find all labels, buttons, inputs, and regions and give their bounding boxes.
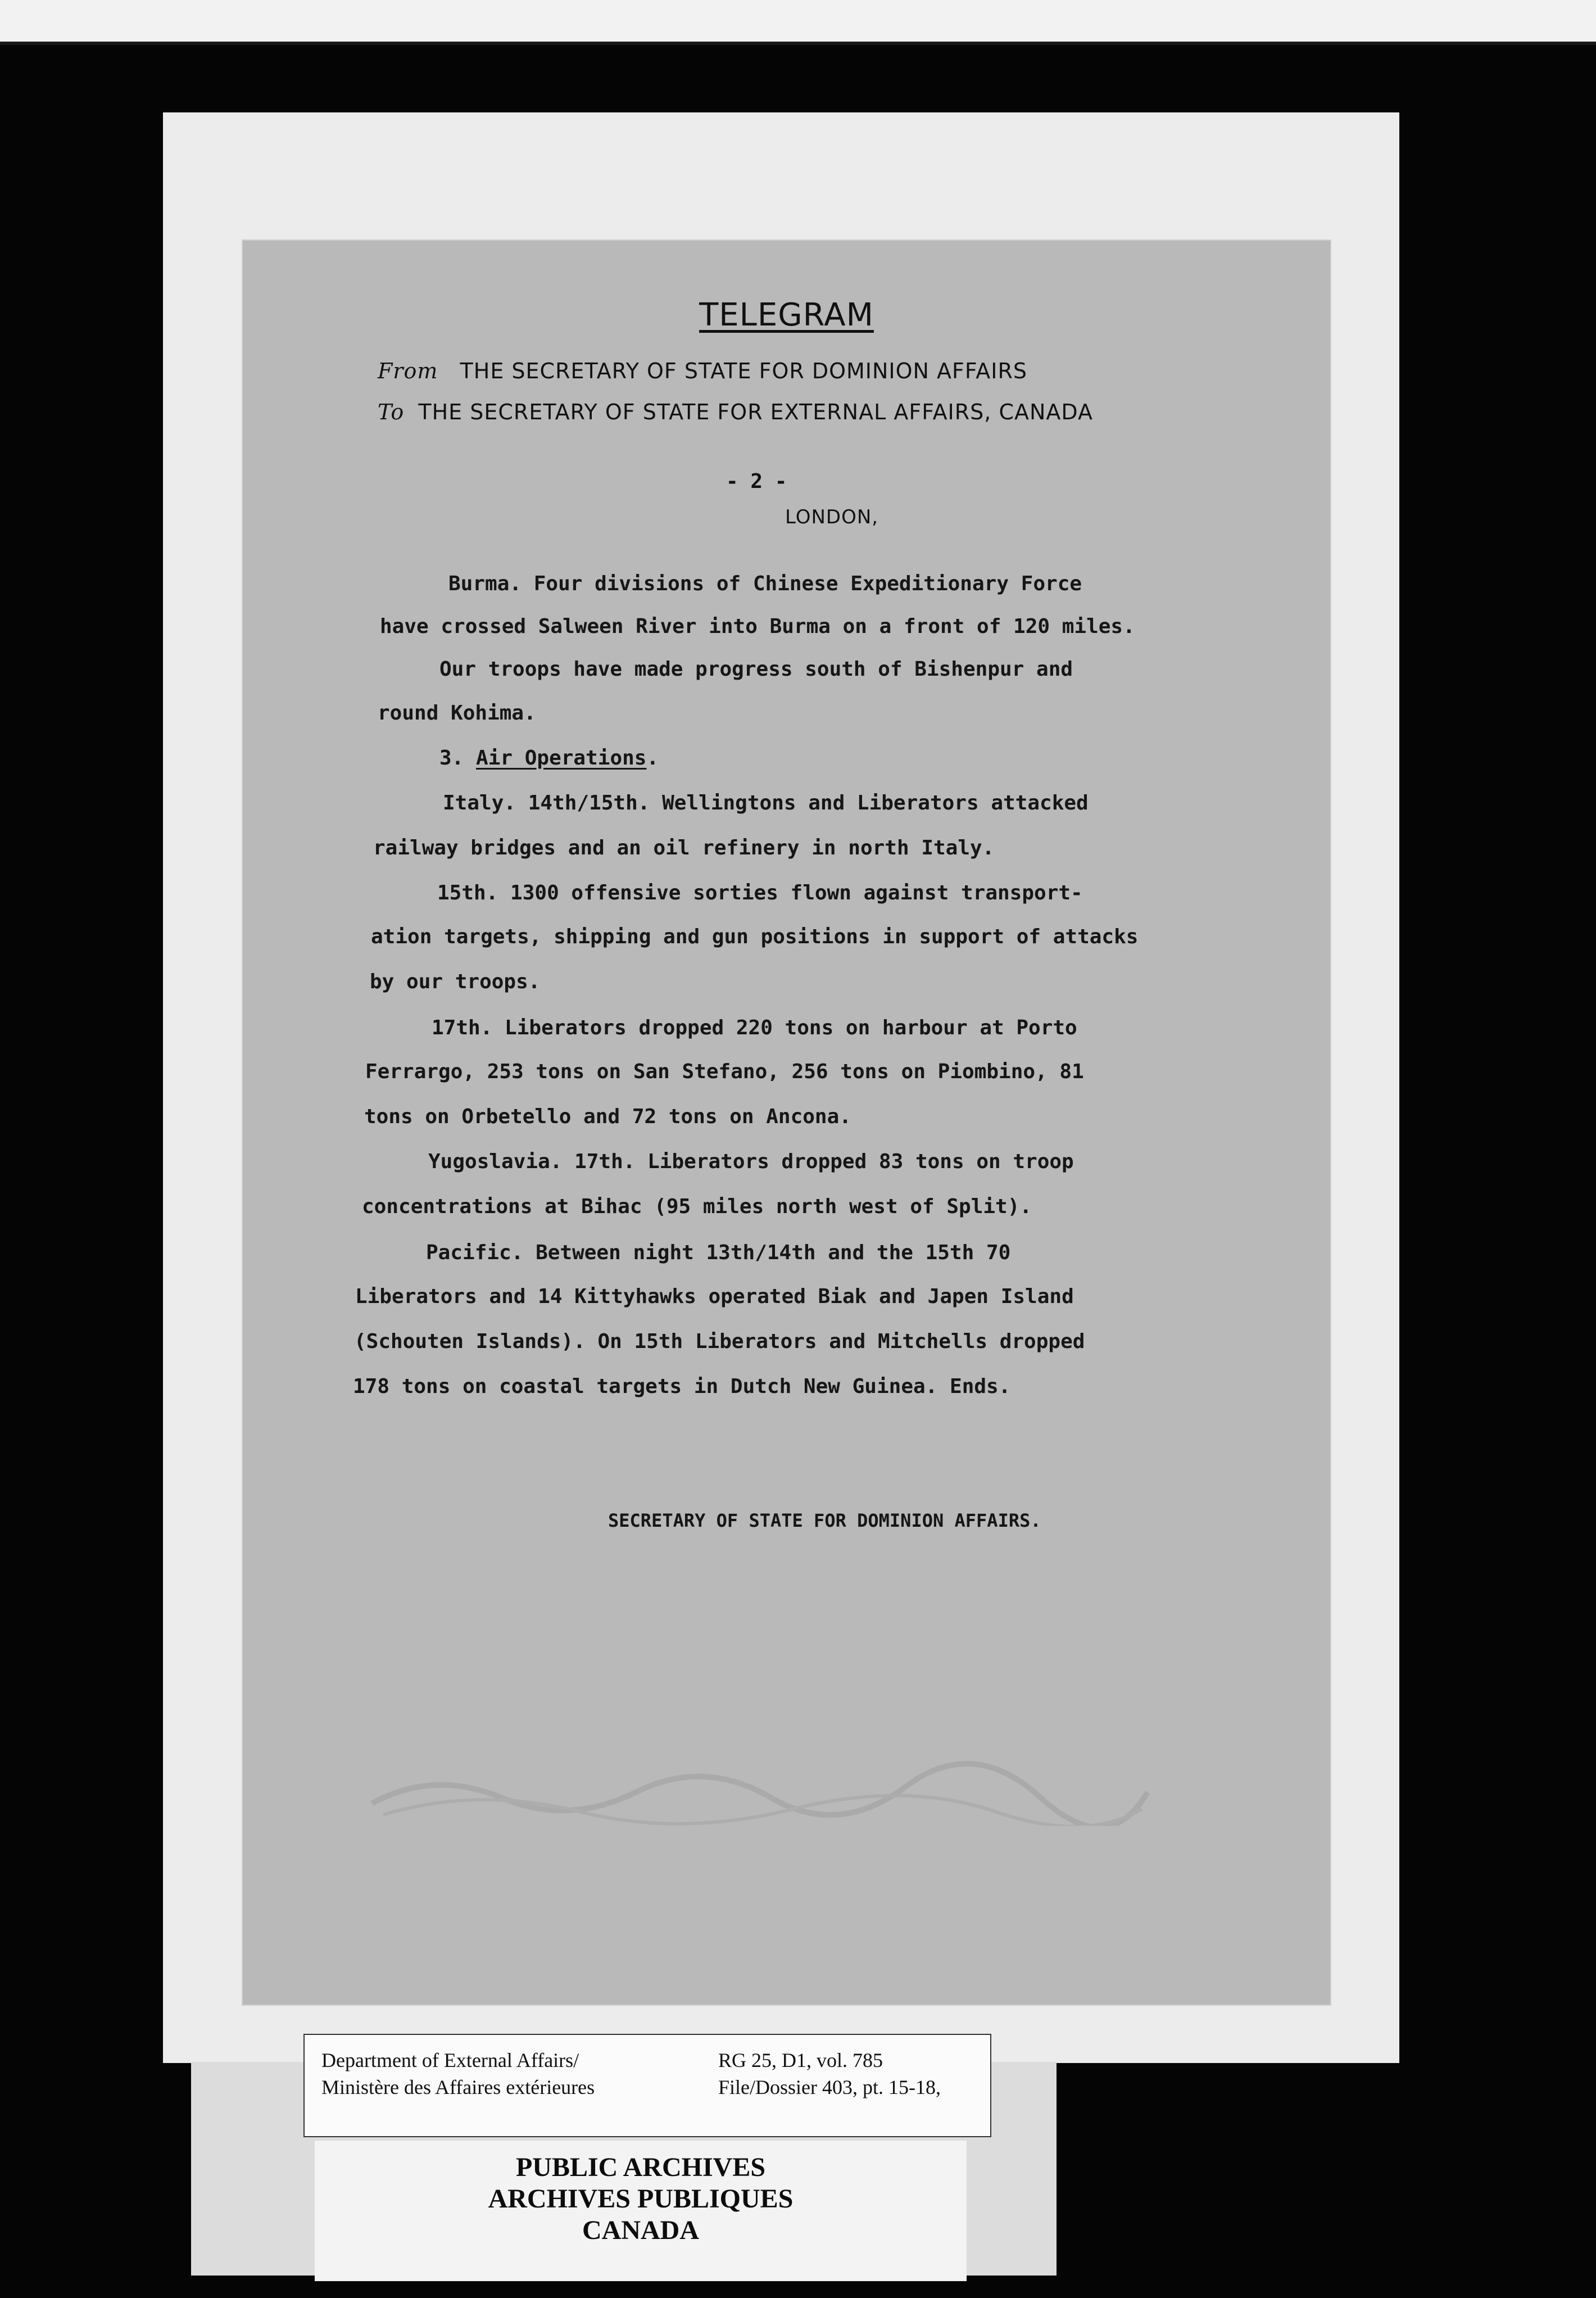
page-number: - 2 - — [726, 470, 787, 493]
text-line: Our troops have made progress south of Bishenpur and — [439, 658, 1073, 681]
text-line: 17th. Liberators dropped 220 tons on harbour at Porto — [432, 1016, 1077, 1039]
department-en: Department of External Affairs/ — [321, 2049, 579, 2071]
text-line: tons on Orbetello and 72 tons on Ancona. — [364, 1105, 851, 1128]
archives-stamp — [315, 2141, 967, 2281]
faded-impression — [366, 1758, 1153, 1826]
from-value: THE SECRETARY OF STATE FOR DOMINION AFFAIRS — [460, 359, 1028, 383]
text-line: (Schouten Islands). On 15th Liberators and Mitchells dropped — [354, 1330, 1085, 1353]
to-label: To — [378, 400, 405, 424]
section-title: Air Operations — [476, 747, 647, 770]
from-label: From — [378, 359, 438, 383]
department-fr: Ministère des Affaires extérieures — [321, 2076, 595, 2098]
reference-2: File/Dossier 403, pt. 15-18, — [718, 2076, 941, 2098]
to-value: THE SECRETARY OF STATE FOR EXTERNAL AFFAIRS, CANADA — [418, 400, 1093, 424]
text-line: 15th. 1300 offensive sorties flown against transport- — [437, 881, 1083, 904]
telegram-page — [243, 241, 1330, 2005]
text-line: Liberators and 14 Kittyhawks operated Biak and Japen Island — [355, 1285, 1074, 1308]
text-line: concentrations at Bihac (95 miles north west of Split). — [362, 1195, 1032, 1218]
archive-label — [303, 2034, 991, 2137]
to-line — [378, 400, 1093, 424]
stamp-line-3: CANADA — [582, 2215, 699, 2245]
text-line: Pacific. Between night 13th/14th and the 15th 70 — [426, 1241, 1011, 1264]
text-line: Yugoslavia. 17th. Liberators dropped 83 tons on troop — [428, 1150, 1074, 1173]
text-line: Ferrargo, 253 tons on San Stefano, 256 tons on Piombino, 81 — [365, 1060, 1084, 1083]
section-period: . — [646, 747, 659, 770]
text-line: round Kohima. — [378, 702, 536, 725]
section-heading — [439, 747, 659, 770]
telegram-title: TELEGRAM — [699, 297, 874, 333]
film-top-strip — [0, 0, 1596, 45]
text-line: have crossed Salween River into Burma on a front of 120 miles. — [380, 615, 1135, 638]
reference-1: RG 25, D1, vol. 785 — [718, 2049, 883, 2071]
text-line: by our troops. — [370, 970, 541, 993]
signature-line: SECRETARY OF STATE FOR DOMINION AFFAIRS. — [608, 1510, 1041, 1531]
stamp-line-2: ARCHIVES PUBLIQUES — [488, 2184, 794, 2214]
text-line: ation targets, shipping and gun positions in support of attacks — [371, 925, 1139, 948]
text-line: Burma. Four divisions of Chinese Expeditionary Force — [448, 572, 1082, 595]
place-line: LONDON, — [785, 506, 879, 528]
text-line: 178 tons on coastal targets in Dutch New Guinea. Ends. — [353, 1375, 1011, 1398]
stamp-line-1: PUBLIC ARCHIVES — [515, 2152, 766, 2182]
text-line: railway bridges and an oil refinery in north Italy. — [373, 836, 995, 860]
text-line: Italy. 14th/15th. Wellingtons and Liberators attacked — [443, 791, 1089, 815]
section-number: 3. — [439, 747, 477, 770]
from-line — [378, 359, 1027, 383]
